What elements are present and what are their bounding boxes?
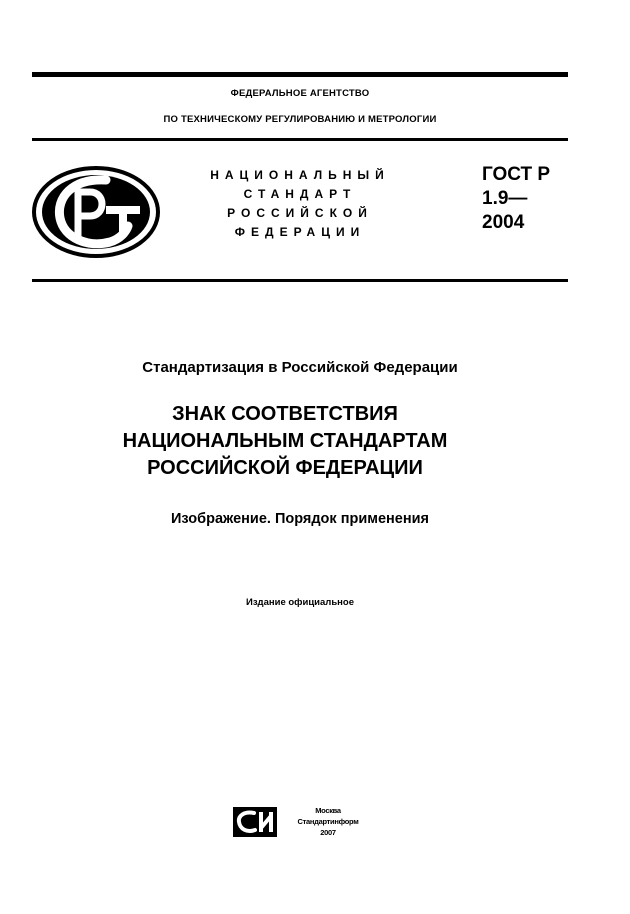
designation-line-3: 2004	[482, 212, 525, 233]
publisher-imprint	[283, 805, 373, 838]
designation-line-2: 1.9—	[482, 188, 528, 209]
standard-type-line-4: ФЕДЕРАЦИИ	[234, 225, 366, 239]
standard-type-line-3: РОССИЙСКОЙ	[227, 206, 373, 220]
title-line-1: ЗНАК СООТВЕТСТВИЯ	[172, 403, 398, 425]
title-line-3: РОССИЙСКОЙ ФЕДЕРАЦИИ	[147, 457, 423, 479]
rst-certification-mark-icon	[32, 166, 160, 258]
standard-type	[170, 166, 430, 242]
publisher-name: Стандартинформ	[297, 817, 359, 826]
standartinform-logo-icon	[232, 806, 278, 838]
standard-designation	[482, 163, 572, 235]
publication-year: 2007	[320, 828, 336, 837]
designation-line-1: ГОСТ Р	[482, 164, 551, 185]
agency-line-2: ПО ТЕХНИЧЕСКОМУ РЕГУЛИРОВАНИЮ И МЕТРОЛОГИИ	[163, 114, 437, 125]
document-subtitle: Изображение. Порядок применения	[171, 511, 429, 527]
publisher-city: Москва	[315, 806, 341, 815]
header-rule	[32, 138, 568, 141]
header-bottom-rule	[32, 279, 568, 282]
standard-type-line-1: НАЦИОНАЛЬНЫЙ	[210, 168, 390, 182]
edition-note: Издание официальное	[246, 597, 354, 608]
agency-line-1: ФЕДЕРАЛЬНОЕ АГЕНТСТВО	[230, 88, 370, 99]
document-subject: Стандартизация в Российской Федерации	[142, 359, 458, 376]
standard-type-line-2: СТАНДАРТ	[243, 187, 357, 201]
title-line-2: НАЦИОНАЛЬНЫМ СТАНДАРТАМ	[122, 430, 448, 452]
document-title	[0, 401, 570, 482]
top-rule	[32, 72, 568, 77]
